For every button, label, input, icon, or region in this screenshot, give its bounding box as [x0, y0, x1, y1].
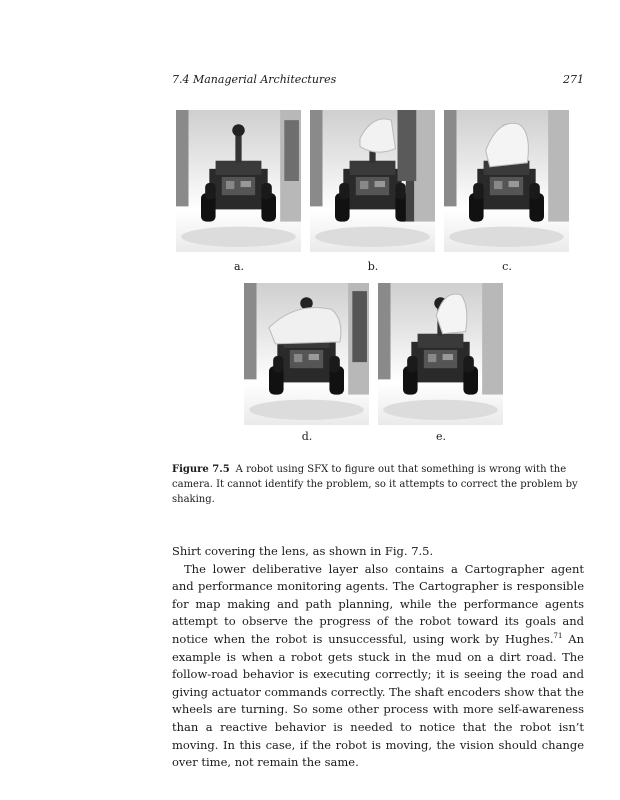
figure-panel-a-image: [176, 110, 301, 252]
panel-label-c: c.: [502, 260, 512, 273]
figure-caption-text: A robot using SFX to figure out that something is wrong with the camera. It cannot identify the problem, so it attempts to correct the problem by shaking.: [172, 464, 578, 505]
body-text: [172, 543, 584, 772]
figure-panel-e-image: [378, 283, 503, 425]
figure-caption-label: Figure 7.5: [172, 464, 230, 475]
figure-panel-c-image: [444, 110, 569, 252]
paragraph-2-part-1: The lower deliberative layer also contains a Cartographer agent and performance monitoring agents. The Cartographer is responsible for map making and path planning, while the performance agents attempt to observe the progress of the robot toward its goals and notice when the robot is unsuccessful, using work by Hughes.: [172, 561, 584, 646]
running-head: [172, 72, 584, 88]
panel-label-d: d.: [301, 430, 313, 443]
page-number: 271: [563, 73, 584, 86]
panel-label-a: a.: [233, 260, 245, 273]
figure-caption: [172, 462, 592, 507]
paragraph-2-part-2: An example is when a robot gets stuck in the mud on a dirt road. The follow-road behavior is executing correctly; it is seeing the road and giving actuator commands correctly. The shaft encoders show that the wheels are turning. So some other process with more self-awareness than a reactive behavior is needed to notice that the robot isn’t moving. In this case, if the robot is moving, the vision should change over time, not remain the same.: [172, 631, 584, 770]
panel-label-e: e.: [435, 430, 446, 443]
paragraph-2: [172, 561, 584, 772]
figure-panel-d-image: [244, 283, 369, 425]
section-title: 7.4 Managerial Architectures: [172, 73, 337, 86]
paragraph-1: Shirt covering the lens, as shown in Fig. 7.5.: [172, 544, 434, 558]
panel-label-b: b.: [367, 260, 379, 273]
citation-superscript: 71: [553, 632, 563, 641]
figure-panel-b-image: [310, 110, 435, 252]
